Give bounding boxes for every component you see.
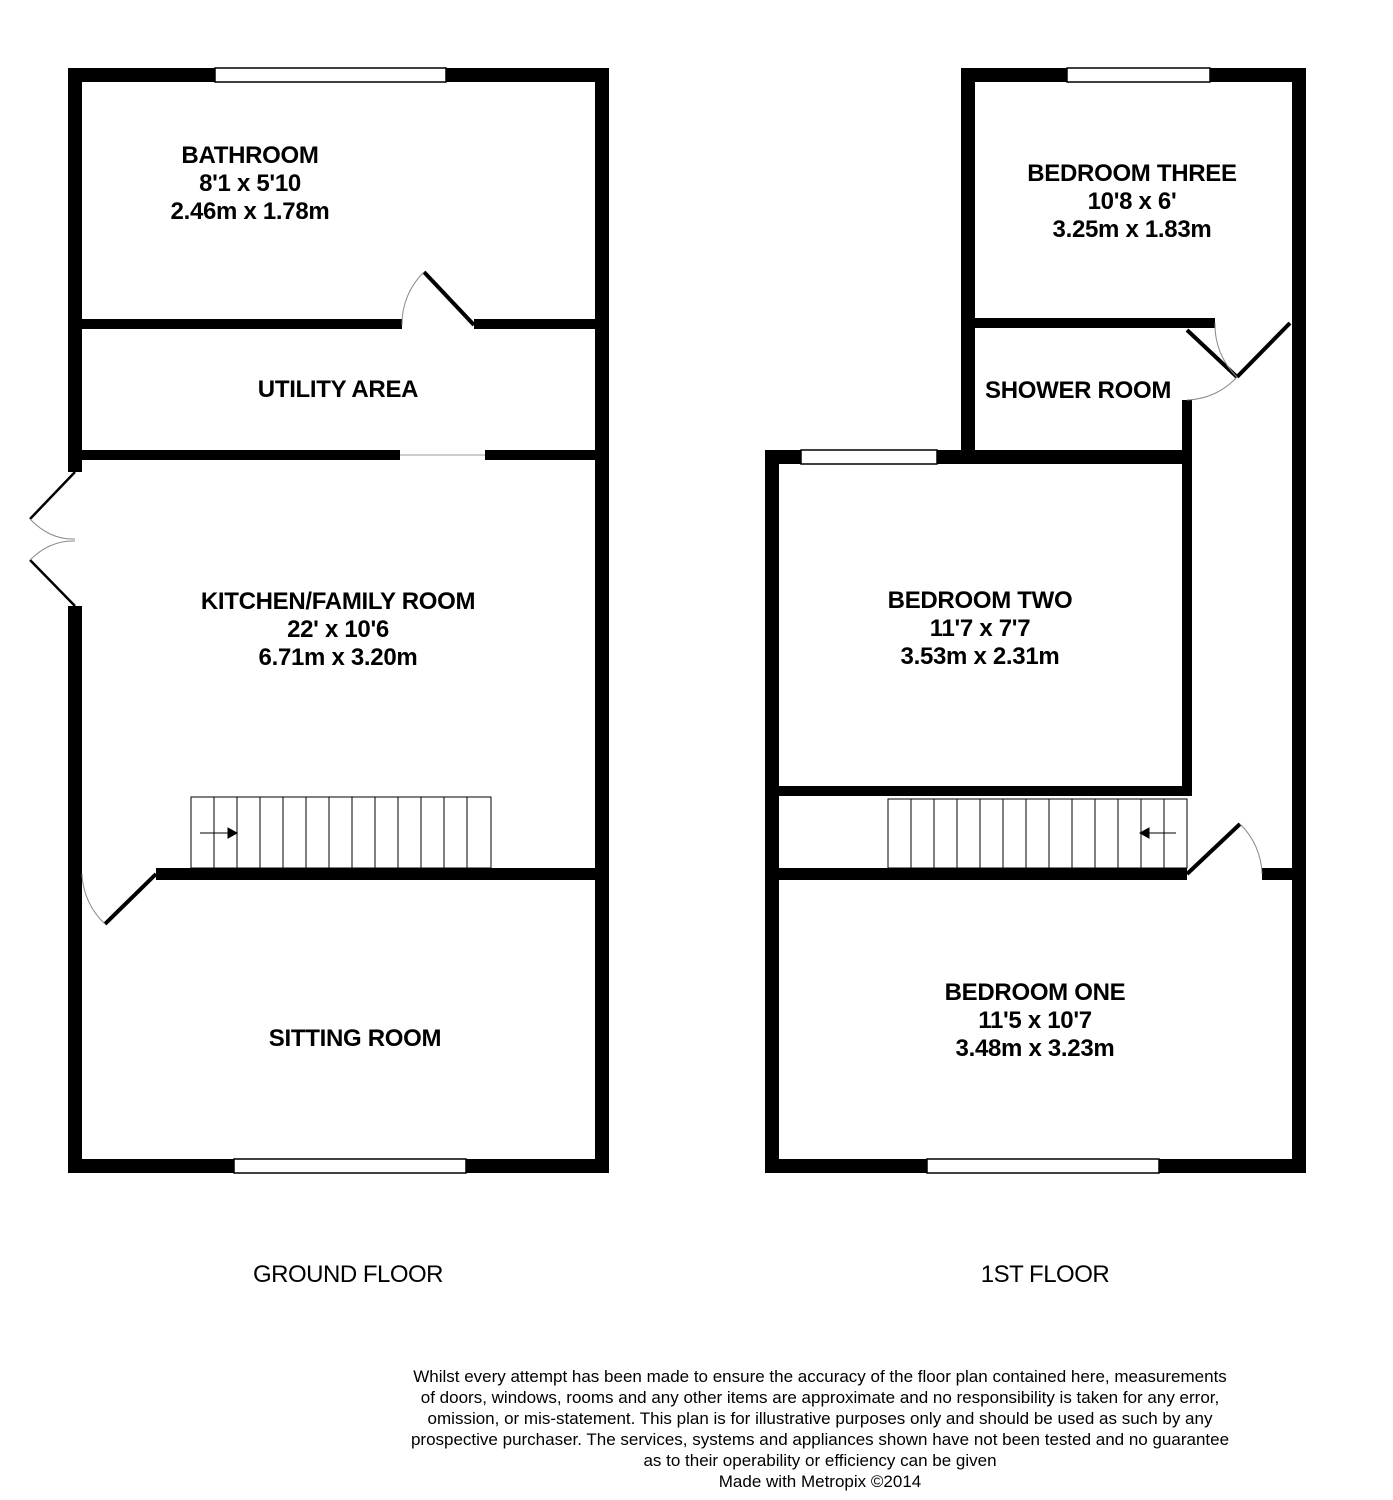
- first-floor-stairs: [888, 799, 1187, 868]
- utility-area-name: UTILITY AREA: [257, 376, 419, 403]
- room-label-kitchen-family-room: [178, 588, 498, 672]
- bedroom-three-name: BEDROOM THREE: [1027, 160, 1237, 187]
- disclaimer-line: as to their operability or efficiency can be given: [643, 1451, 997, 1470]
- room-label-utility-area: [228, 376, 448, 404]
- bedroom-two-imperial-size: 11'7 x 7'7: [929, 615, 1031, 642]
- bedroom-two-name: BEDROOM TWO: [887, 587, 1073, 614]
- metropix-credit: Made with Metropix ©2014: [718, 1472, 922, 1491]
- disclaimer-line: omission, or mis-statement. This plan is for illustrative purposes only and should be used as such by any: [427, 1409, 1213, 1428]
- bedroom-three-metric-size: 3.25m x 1.83m: [1052, 216, 1212, 243]
- disclaimer-line: of doors, windows, rooms and any other items are approximate and no responsibility is taken for any error,: [420, 1388, 1220, 1407]
- first-floor-doors: [1187, 323, 1290, 874]
- bedroom-one-imperial-size: 11'5 x 10'7: [978, 1007, 1092, 1034]
- room-label-shower-room: [968, 377, 1188, 405]
- kitchen-metric-size: 6.71m x 3.20m: [258, 644, 418, 671]
- bathroom-imperial-size: 8'1 x 5'10: [199, 170, 301, 197]
- bathroom-metric-size: 2.46m x 1.78m: [170, 198, 330, 225]
- ground-floor-label: GROUND FLOOR: [252, 1261, 443, 1288]
- disclaimer: [360, 1366, 1280, 1492]
- bedroom-one-name: BEDROOM ONE: [944, 979, 1126, 1006]
- room-label-bedroom-two: [850, 587, 1110, 671]
- bathroom-name: BATHROOM: [181, 142, 319, 169]
- kitchen-name: KITCHEN/FAMILY ROOM: [200, 588, 476, 615]
- disclaimer-line: prospective purchaser. The services, systems and appliances shown have not been tested and no guarantee: [410, 1430, 1230, 1449]
- first-floor-label: 1ST FLOOR: [980, 1261, 1110, 1288]
- sitting-room-name: SITTING ROOM: [268, 1025, 442, 1052]
- ground-floor-stairs: [191, 797, 491, 868]
- kitchen-imperial-size: 22' x 10'6: [287, 616, 389, 643]
- bedroom-two-metric-size: 3.53m x 2.31m: [900, 643, 1060, 670]
- shower-room-name: SHOWER ROOM: [984, 377, 1172, 404]
- bedroom-three-imperial-size: 10'8 x 6': [1087, 188, 1177, 215]
- room-label-bedroom-three: [1002, 160, 1262, 244]
- disclaimer-line: Whilst every attempt has been made to ensure the accuracy of the floor plan contained here, measurements: [413, 1367, 1227, 1386]
- room-label-bedroom-one: [905, 979, 1165, 1063]
- room-label-sitting-room: [235, 1025, 475, 1053]
- room-label-bathroom: [150, 142, 350, 226]
- bedroom-one-metric-size: 3.48m x 3.23m: [955, 1035, 1115, 1062]
